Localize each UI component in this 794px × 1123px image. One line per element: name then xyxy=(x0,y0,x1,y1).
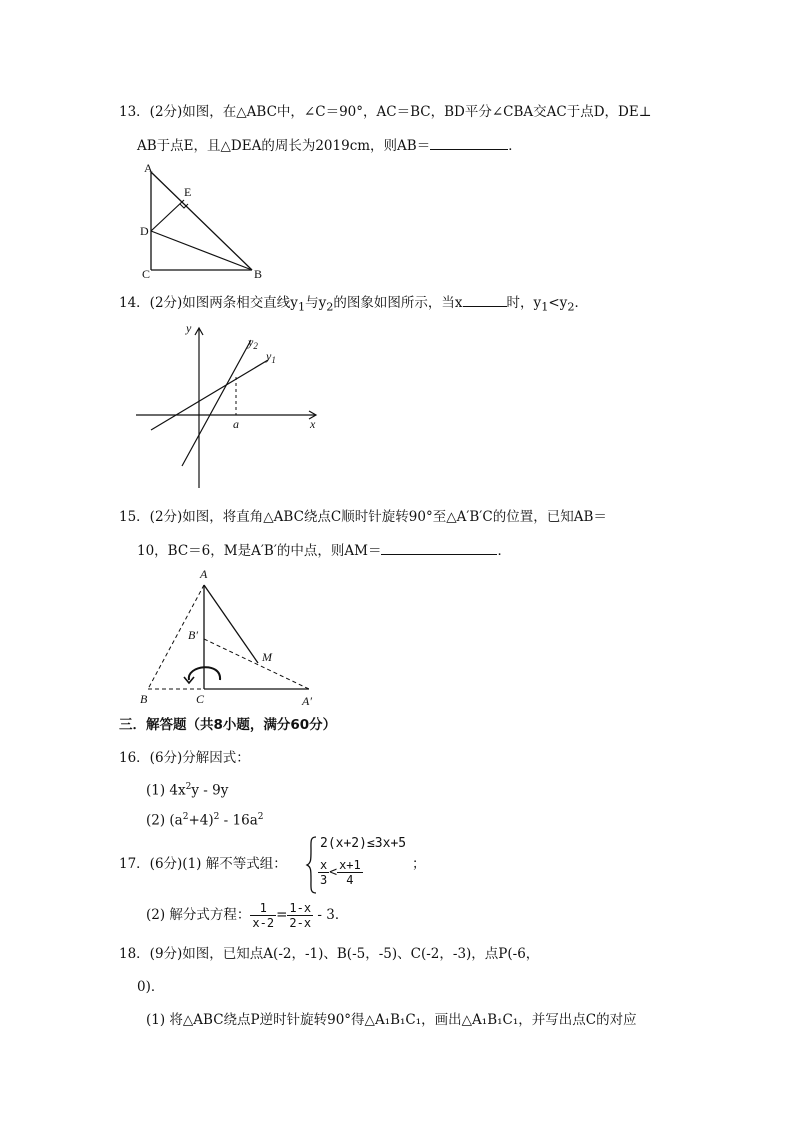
q17-ineq2-right-frac: $\frac{x+1}{4}$ xyxy=(339,858,361,887)
q13-label-D: D xyxy=(140,224,149,238)
q14-label-y2: $y_2$ xyxy=(248,335,258,351)
q15-line2 xyxy=(137,540,511,560)
q15-label-M: M xyxy=(262,650,272,664)
q13-triangle-figure xyxy=(138,160,268,285)
q14-text-c: 时，y xyxy=(506,295,542,311)
q14-label-x-axis: x xyxy=(310,417,316,431)
q14-sub2: 2 xyxy=(326,300,334,314)
q14-text-mid: 与y xyxy=(305,295,327,311)
q15-label-C: C xyxy=(196,692,205,706)
q18-line2: 0)． xyxy=(137,979,165,995)
q14-answer-blank[interactable] xyxy=(463,292,507,307)
q13-line2-text: AB于点E，且△DEA的周长为2019cm，则AB＝ xyxy=(137,138,431,154)
q16-p2-sup2: 2 xyxy=(213,812,220,822)
q15-answer-blank[interactable] xyxy=(381,540,497,555)
q14-text-a: 14．(2分)如图两条相交直线y xyxy=(119,295,298,311)
q14-sub1: 1 xyxy=(297,300,306,314)
q17-p2-label: (2) 解分式方程： xyxy=(146,907,251,923)
q17-ineq2-op: < xyxy=(329,865,338,880)
q16-p2-sup3: 2 xyxy=(257,812,264,822)
q18-line3: (1) 将△ABC绕点P逆时针旋转90°得△A₁B₁C₁，画出△A₁B₁C₁，并写出点C的对应 xyxy=(146,1012,637,1028)
q17-title: 17．(6分)(1) 解不等式组： xyxy=(119,856,287,872)
q14-sub4: 2 xyxy=(567,300,575,314)
q17-eq: = xyxy=(276,907,288,923)
q17-semicolon: ； xyxy=(412,856,426,872)
q15-label-B: B xyxy=(140,692,148,706)
q14-label-y1: $y_1$ xyxy=(266,349,276,365)
q14-label-a: a xyxy=(233,417,239,431)
q14-sub3: 1 xyxy=(541,300,549,314)
q13-line1: 13．(2分)如图，在△ABC中，∠C＝90°，AC＝BC，BD平分∠CBA交AC于点D，DE⊥ xyxy=(119,104,652,120)
q17-tail: - 3． xyxy=(313,907,349,923)
q14-line1 xyxy=(119,292,588,317)
q18-line1: 18．(9分)如图，已知点A(-2，-1)、B(-5，-5)、C(-2，-3)，点P(-6， xyxy=(119,946,540,962)
q13-label-B: B xyxy=(254,267,263,281)
q16-part1 xyxy=(146,778,228,800)
q16-p1-sup: 2 xyxy=(185,782,192,792)
q13-label-C: C xyxy=(142,267,151,281)
q15-line2-end: ． xyxy=(497,543,511,559)
q13-answer-blank[interactable] xyxy=(430,135,508,150)
q17-brace xyxy=(306,836,318,894)
q17-frac1: $\frac{1}{x-2}$ xyxy=(252,901,275,930)
q17-frac2: $\frac{1-x}{2-x}$ xyxy=(289,901,312,930)
section3-heading: 三．解答题（共8小题，满分60分） xyxy=(119,717,337,733)
q17-ineq2-left-frac: $\frac{x}{3}$ xyxy=(320,858,328,887)
q15-line1: 15．(2分)如图，将直角△ABC绕点C顺时针旋转90°至△A′B′C的位置，已知AB＝ xyxy=(119,509,607,525)
q15-label-A1: A′ xyxy=(302,694,312,708)
q15-line2-text: 10，BC＝6，M是A′B′的中点，则AM＝ xyxy=(137,543,382,559)
q16-p2-a: (2) (a xyxy=(146,812,183,829)
q14-end: ． xyxy=(574,295,588,311)
q16-title: 16．(6分)分解因式： xyxy=(119,750,250,766)
q15-rotation-figure xyxy=(134,565,334,715)
q14-lt: <y xyxy=(548,295,568,311)
q13-label-A: A xyxy=(144,161,153,175)
q15-label-A: A xyxy=(200,567,208,581)
q16-p1-a: (1) 4x xyxy=(146,782,186,799)
q17-part2 xyxy=(146,898,348,932)
q17-inequality-system xyxy=(306,834,426,896)
q14-graph-figure xyxy=(136,318,336,493)
q15-label-B1: B′ xyxy=(188,628,198,642)
q16-p1-b: y - 9y xyxy=(191,782,229,799)
q13-line2-end: ． xyxy=(508,138,522,154)
q16-p2-sup1: 2 xyxy=(182,812,189,822)
q14-text-b: 的图象如图所示，当x xyxy=(333,295,463,311)
q17-ineq1: 2(x+2)≤3x+5 xyxy=(320,836,407,851)
q16-p2-b: +4) xyxy=(188,812,214,829)
q17-ineq2 xyxy=(318,858,363,887)
q13-line2 xyxy=(137,135,522,155)
q13-label-E: E xyxy=(184,185,192,199)
q16-p2-c: - 16a xyxy=(219,812,258,829)
q16-part2 xyxy=(146,808,263,830)
q14-label-y-axis: y xyxy=(186,321,192,335)
